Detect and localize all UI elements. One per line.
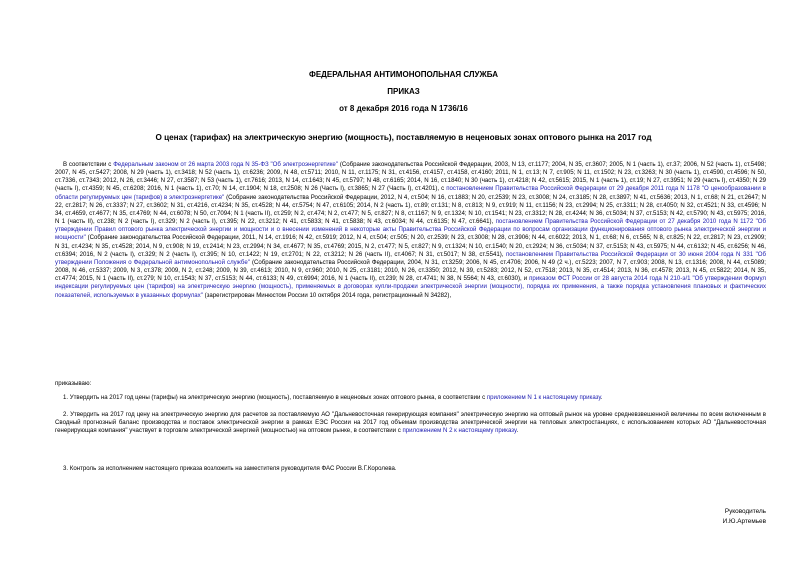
- order-item-3: [55, 465, 766, 473]
- order-item-1: [55, 394, 766, 402]
- document-date-number: от 8 декабря 2016 года N 1736/16: [339, 104, 468, 113]
- preamble-text: В соответствии с: [63, 161, 114, 168]
- order-item-2: [55, 411, 766, 435]
- order-item-text: .: [516, 427, 519, 435]
- order-item-text: 3. Контроль за исполнением настоящего приказа возложить на заместителя руководителя ФАС России В.Г.Королева.: [63, 465, 397, 472]
- decree-1172-link[interactable]: постановлением Правительства Российской Федерации от 27 декабря 2010 года N 1172 "Об утверждении Правил оптового рынка электрической энергии и мощности и о внесении изменений в некоторые акты Правительства Российской Федерации по вопросам организации функционирования оптового рынка электрической энергии и мощности": [55, 218, 766, 242]
- preamble-text: (Собрание законодательства Российской Федерации, 2012, N 4, ст.504; N 16, ст.1883; N 20, ст.2539; N 23, ст.3008; N 24, ст.3185; N 28, ст.3897; N 41, ст.5636; 2013, N 1, ст.68; N 21, ст.2647; N 22, ст.2817; N 26, ст.3337; N 27, ст.3602; N 31, ст.4216, ст.4234; N 35, ст.4528; N 44, ст.5754; N 47, ст.6105; 2014, N 2 (часть 1), ст.89; ст.131; N 8, ст.813; N 9, ст.919; N 11, ст.1156; N 23, ст.2994; N 25, ст.3311; N 28, ст.4050; N 32, ст.4521; N 33, ст.4596; N 34, ст.4659, ст.4677; N 35, ст.4769; N 44, ст.6078; N 50, ст.7094; N 1 (часть II), ст.259; N 2, ст.474; N 2, ст.477; N 5, ст.827; N 8, ст.1167; N 9, ст.1324; N 10, ст.1541; N 23, ст.3312; N 28, ст.4244; N 36, ст.5034; N 37, ст.5153; N 42, ст.5790; N 43, ст.5975; 2016, N 1 (часть II), ст.238; N 2 (часть I), ст.329; N 2 (часть I), ст.395; N 22, ст.3212; N 41, ст.5833; N 41, ст.5838; N 43, ст.6034; N 44, ст.6135; N 47, ст.6641),: [55, 193, 766, 226]
- preamble-text: (Собрание законодательства Российской Федерации, 2003, N 13, ст.1177; 2004, N 35, ст.3607; 2005, N 1 (часть 1), ст.37; 2006, N 52 (часть 1), ст.5498; 2007, N 45, ст.5427; 2008, N 29 (часть 1), ст.3418; N 52 (часть 1), ст.6236; 2009, N 48, ст.5711; 2010, N 11, ст.1175; N 31, ст.4156, ст.4157, ст.4158, ст.4160; 2011, N 1, ст.13; N 7, ст.905; N 11, ст.1502; N 23, ст.3263; N 30 (часть 1), ст.4590, ст.4596; N 50, ст.7336, ст.7343; 2012, N 26, ст.3446; N 27, ст.3587; N 53 (часть 1), ст.7616; 2013, N 14, ст.1643; N 45, ст.5797; N 48, ст.6165; 2014, N 16, ст.1840; N 30 (часть 1), ст.4218; N 42, ст.5615; 2015, N 1 (часть 1), ст.19; N 27, ст.3951; N 29 (часть I), ст.4350; N 29 (часть I), ст.4359; N 45, ст.6208; 2016, N 1 (часть 1), ст.70; N 14, ст.1904; N 18, ст.2508; N 26 (Часть I), ст.3865; N 27 (Часть I), ст.4201), с: [55, 161, 767, 193]
- agency-name: ФЕДЕРАЛЬНАЯ АНТИМОНОПОЛЬНАЯ СЛУЖБА: [309, 70, 498, 79]
- decree-331-link[interactable]: постановлением Правительства Российской Федерации от 30 июня 2004 года N 331 "Об утверждении Положения о Федеральной антимонопольной службе": [55, 250, 766, 266]
- preamble-paragraph: [55, 161, 766, 300]
- law-35fz-link[interactable]: Федеральным законом от 26 марта 2003 года N 35-ФЗ "Об электроэнергетике": [113, 161, 338, 168]
- order-item-text: .: [600, 394, 603, 401]
- order-item-text: 1. Утвердить на 2017 год цены (тарифы) на электрическую энергию (мощность), поставляемую в неценовых зонах оптового рынка, в соответствии с: [63, 394, 487, 401]
- document-title: О ценах (тарифах) на электрическую энергию (мощность), поставляемую в неценовых зонах оптового рынка на 2017 год: [155, 133, 652, 142]
- decree-1178-link[interactable]: постановлением Правительства Российской Федерации от 29 декабря 2011 года N 1178 "О ценообразовании в области регулируемых цен (тарифов) в электроэнергетике": [55, 185, 766, 201]
- signature-name: И.Ю.Артемьев: [722, 518, 766, 525]
- fst-order-210-link[interactable]: приказом ФСТ России от 28 августа 2014 года N 210-э/1 "Об утверждении Формул индексации регулируемых цен (тарифов) на электрическую энергию (мощность), применяемых в договорах купли-продажи электрической энергии (мощности), порядка их применения, а также порядка установления плановых и фактических показателей, используемых в указанных формулах": [55, 275, 766, 299]
- document-type: ПРИКАЗ: [387, 87, 420, 96]
- appendix-2-link[interactable]: приложением N 2 к настоящему приказу: [402, 427, 517, 435]
- preamble-text: (Собрание законодательства Российской Федерации, 2004, N 31, ст.3259; 2006, N 45, ст.4706; 2006, N 49 (2 ч.), ст.5223; 2007, N 7, ст.903; 2008, N 13, ст.1316; 2008, N 44, ст.5089; 2008, N 46, ст.5337; 2009, N 3, ст.378; 2009, N 2, ст.248; 2009, N 39, ст.4613; 2010, N 9, ст.960; 2010, N 25, ст.3181; 2010, N 26, ст.3350; 2012, N 39, ст.5283; 2012, N 52, ст.7518; 2013, N 35, ст.4514; 2013, N 36, ст.4578; 2013, N 45, ст.5822; 2014, N 35, ст.4774; 2015, N 1 (часть II), ст.279; N 10, ст.1543; N 37, ст.5153; N 44, ст.6133; N 49, ст.6994; 2016, N 1 (часть II), ст.239; N 28, ст.4741; N 38, N 5564; N 43, ст.6030), и: [55, 258, 766, 283]
- order-item-text: 2. Утвердить на 2017 год цену на электрическую энергию для расчетов за поставляемую АО "Дальневосточная генерирующая компания" электрическую энергию на оптовый рынок на уровне средневзвешенной величины по всем включенным в Сводный прогнозный баланс производства и поставок электрической энергии в рамках ЕЭС России на 2017 год объемам производства электрической энергии на тепловых электростанциях, с использованием которых АО "Дальневосточная генерирующая компания" участвует в торговле электрической энергией (мощностью) на оптовом рынке, в соответствии с: [55, 411, 766, 435]
- preamble-text: (зарегистрирован Минюстом России 10 октября 2014 года, регистрационный N 34282),: [202, 291, 452, 299]
- preamble-text: (Собрание законодательства Российской Федерации, 2011, N 14, ст.1916; N 42, ст.5919; 2012, N 4, ст.504; ст.505; N 20, ст.2539; N 23, ст.3008; N 28, ст.3906; N 44, ст.6022; 2013, N 1, ст.68; N 6, ст.565; N 8, ст.825; N 22, ст.2817; N 23, ст.2909; N 31, ст.4234; N 35, ст.4528; 2014, N 9, ст.908; N 19, ст.2414; N 23, ст.2994; N 34, ст.4677; N 35, ст.4769; 2015, N 2, ст.477; N 5, ст.827; N 9, ст.1324; N 10, ст.1540; N 20, ст.2924; N 36, ст.5034; N 37, ст.5153; N 43, ст.5975; N 44, ст.6132; N 45, ст.6256; N 46, ст.6394; 2016, N 2 (часть I), ст.329; N 2 (часть I), ст.395; N 10, ст.1422; N 19, ст.2701; N 22, ст.3212; N 26 (часть II), ст.4067; N 31, ст.5017; N 38, ст.5541),: [55, 234, 766, 258]
- signature-position: Руководитель: [724, 508, 766, 515]
- orders-intro: приказываю:: [55, 380, 92, 387]
- appendix-1-link[interactable]: приложением N 1 к настоящему приказу: [486, 394, 601, 401]
